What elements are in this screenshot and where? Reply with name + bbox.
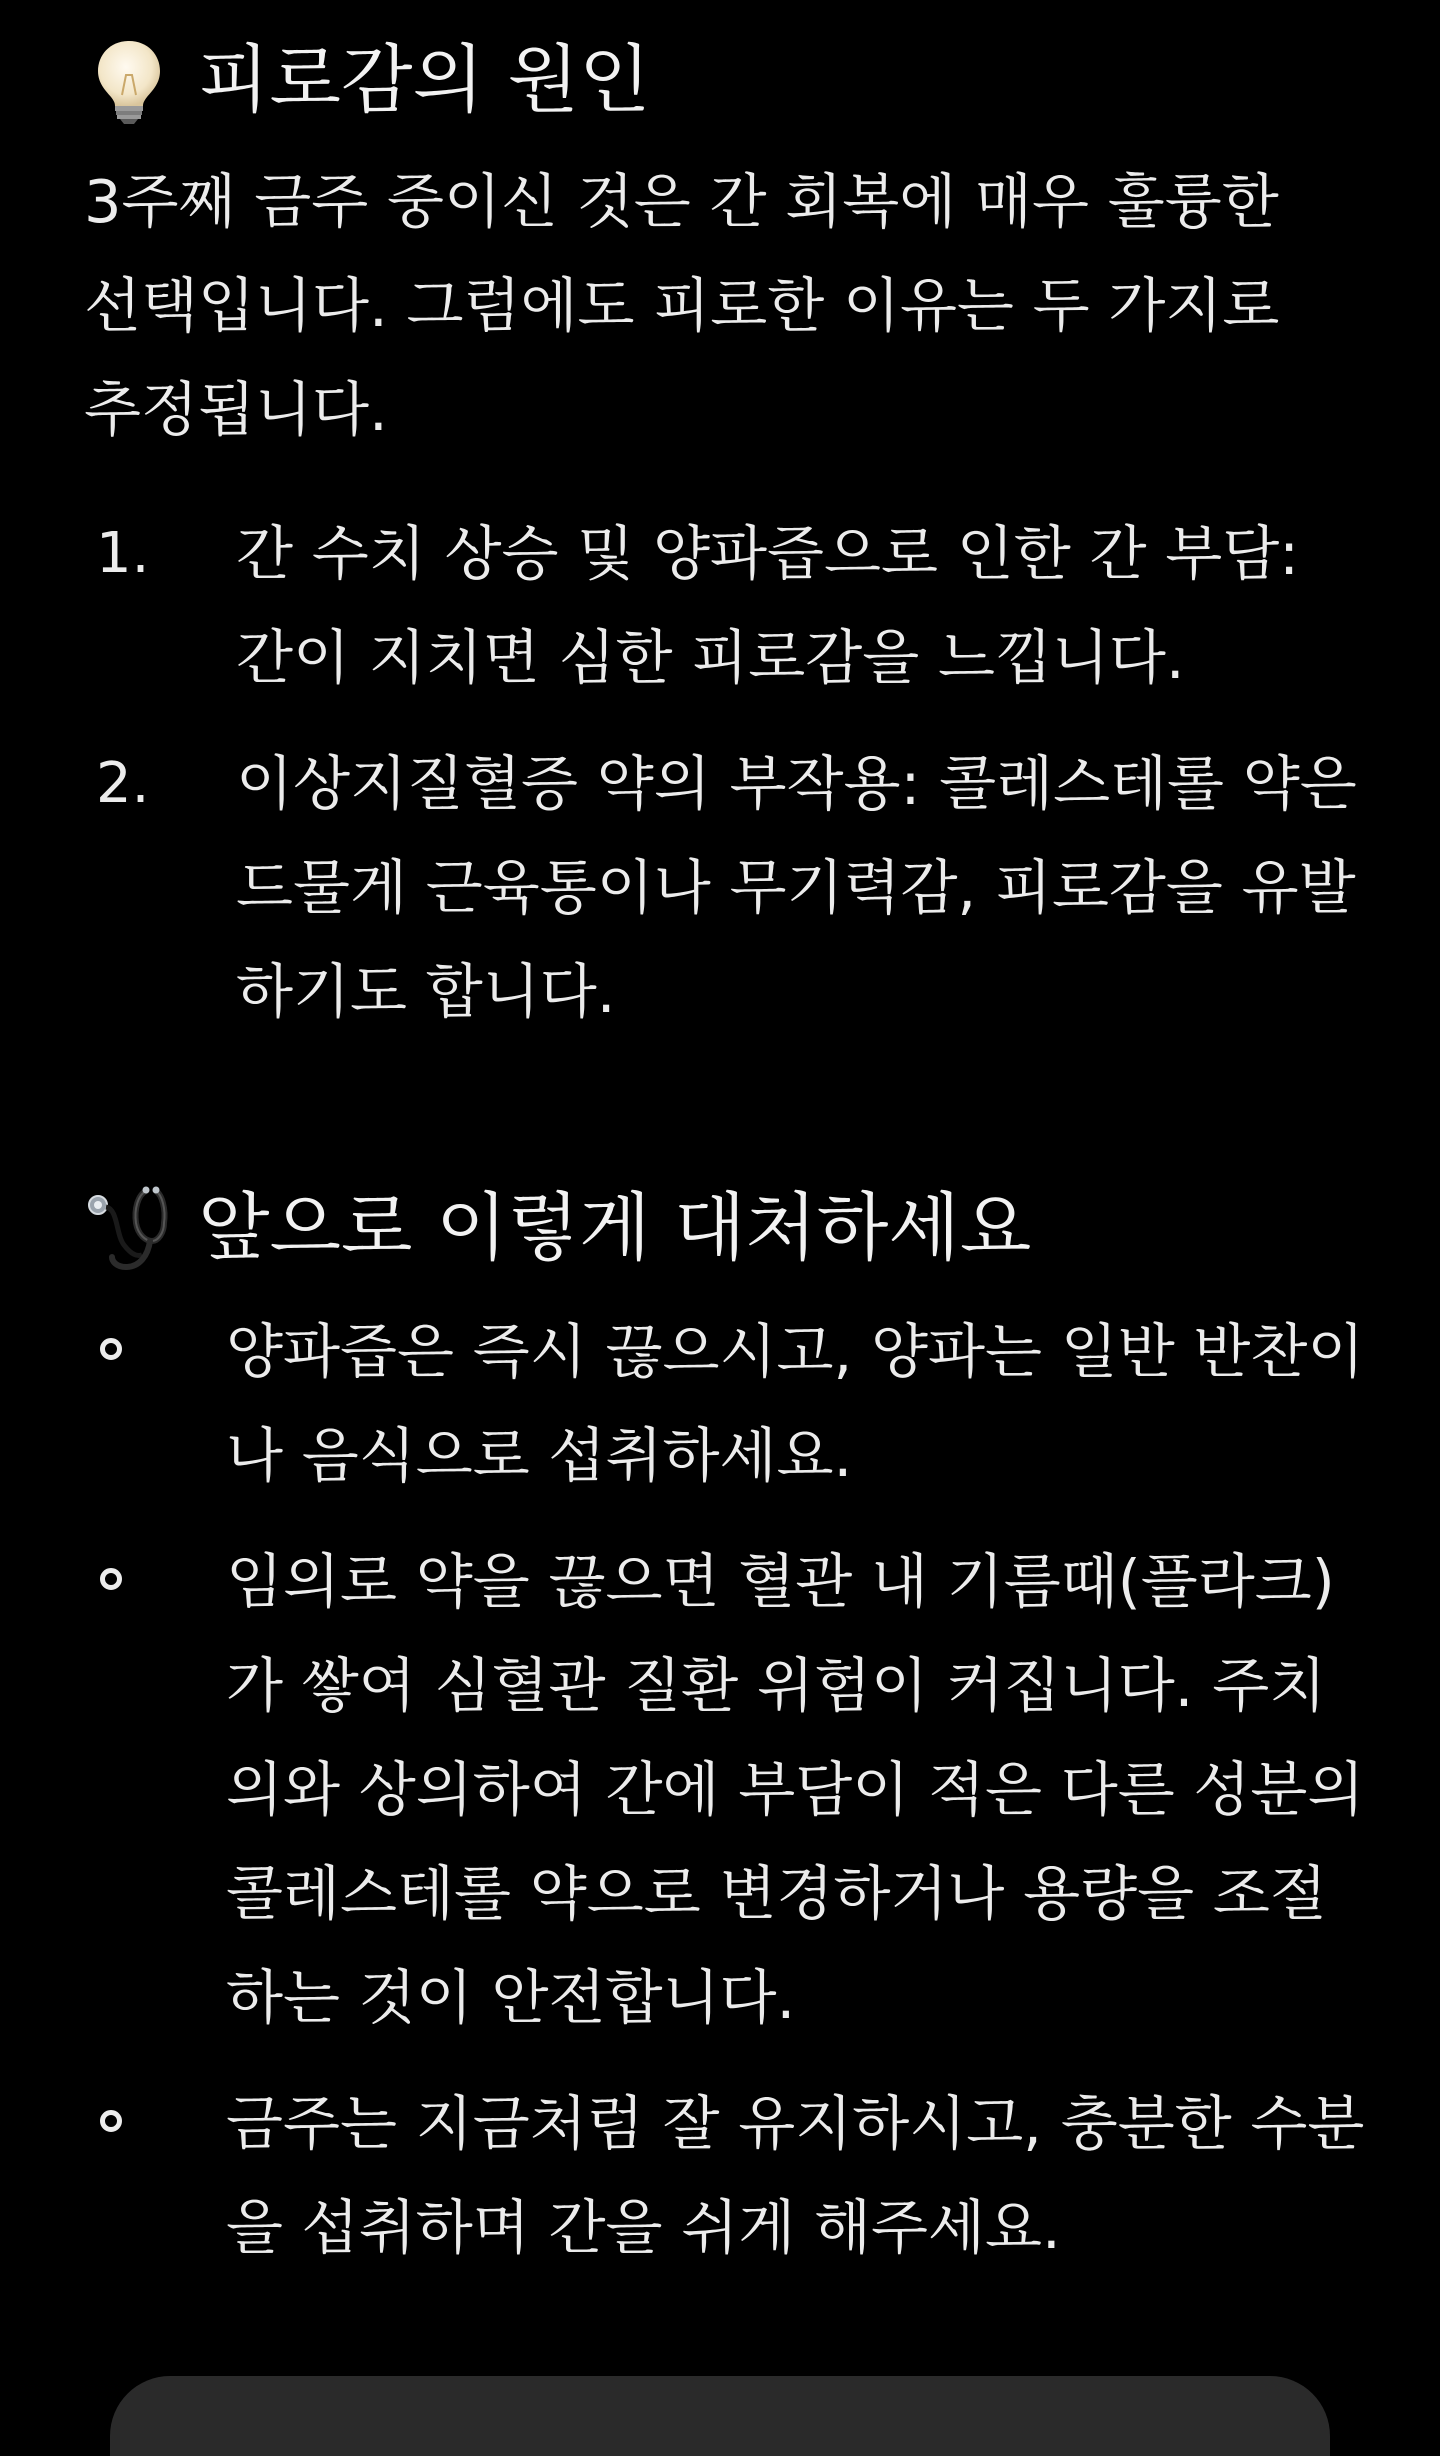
stethoscope-icon — [84, 1183, 174, 1273]
list-number: 2. — [96, 751, 150, 816]
list-number: 1. — [96, 521, 150, 586]
list-item-text: 양파즙은 즉시 끊으시고, 양파는 일반 반찬이나 음식으로 섭취하세요. — [226, 1317, 1365, 1490]
list-item — [84, 1530, 1376, 2050]
list-item — [84, 1300, 1376, 1508]
section-heading-causes — [84, 30, 650, 130]
input-bar-edge[interactable] — [110, 2376, 1330, 2456]
bullet-circle-icon — [100, 1338, 122, 1360]
actions-list — [84, 1300, 1376, 2280]
section-heading-actions — [84, 1178, 1031, 1278]
intro-paragraph: 3주째 금주 중이신 것은 간 회복에 매우 훌륭한 선택입니다. 그럼에도 피로한 이유는 두 가지로 추정됩니다. — [84, 167, 1280, 444]
list-item — [84, 502, 1366, 710]
lightbulb-icon — [84, 35, 174, 125]
list-item — [84, 2072, 1376, 2280]
section-title: 앞으로 이렇게 대처하세요 — [198, 1185, 1032, 1271]
list-item-text: 임의로 약을 끊으면 혈관 내 기름때(플라크)가 쌓여 심혈관 질환 위험이 커집니다. 주치의와 상의하여 간에 부담이 적은 다른 성분의 콜레스테롤 약으로 변경하거나 용량을 조절하는 것이 안전합니다. — [226, 1547, 1365, 2032]
list-item-text: 이상지질혈증 약의 부작용: 콜레스테롤 약은 드물게 근육통이나 무기력감, 피로감을 유발하기도 합니다. — [236, 749, 1357, 1026]
causes-list — [84, 502, 1366, 1044]
list-item-text: 간 수치 상승 및 양파즙으로 인한 간 부담: 간이 지치면 심한 피로감을 느낍니다. — [236, 519, 1300, 692]
list-item — [84, 732, 1366, 1044]
bullet-circle-icon — [100, 1568, 122, 1590]
list-item-text: 금주는 지금처럼 잘 유지하시고, 충분한 수분을 섭취하며 간을 쉬게 해주세요. — [226, 2089, 1365, 2262]
bullet-circle-icon — [100, 2110, 122, 2132]
section-title: 피로감의 원인 — [198, 37, 651, 123]
